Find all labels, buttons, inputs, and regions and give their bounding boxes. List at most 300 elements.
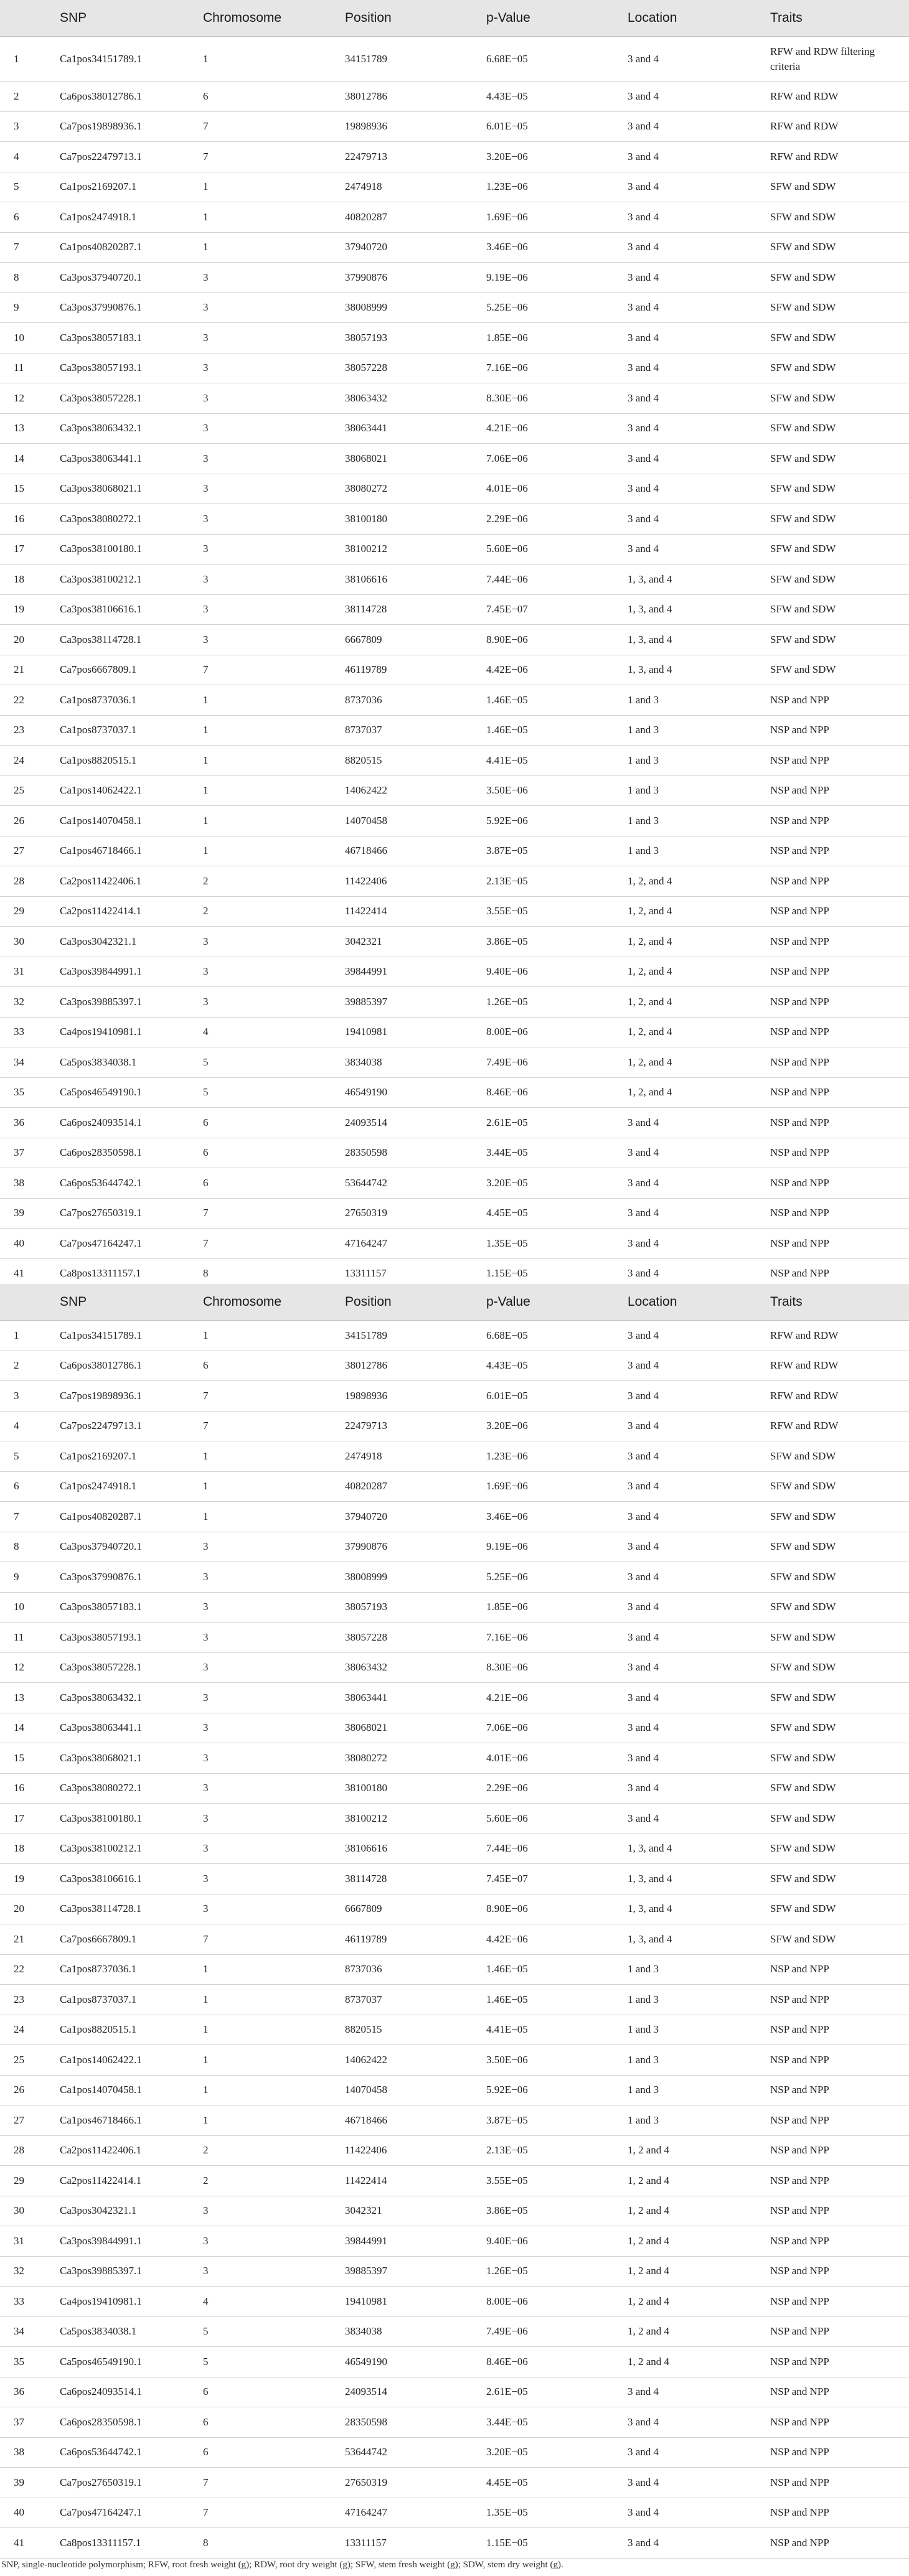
position: 38008999 (341, 1562, 483, 1593)
snp-id: Ca3pos38063432.1 (56, 413, 199, 444)
p-value: 9.19E−06 (483, 1532, 624, 1562)
p-value: 2.29E−06 (483, 1773, 624, 1804)
snp-id: Ca1pos2474918.1 (56, 202, 199, 233)
location: 1, 2 and 4 (624, 2256, 766, 2287)
chromosome: 3 (199, 1804, 341, 1834)
traits: SFW and SDW (766, 655, 909, 685)
row-index: 32 (0, 2256, 56, 2287)
traits: SFW and SDW (766, 293, 909, 323)
table-row (0, 293, 909, 323)
traits: SFW and SDW (766, 1834, 909, 1864)
chromosome: 6 (199, 2437, 341, 2468)
p-value: 5.60E−06 (483, 1804, 624, 1834)
location: 3 and 4 (624, 1773, 766, 1804)
location: 3 and 4 (624, 1502, 766, 1532)
traits: SFW and SDW (766, 263, 909, 293)
snp-id: Ca3pos38063441.1 (56, 1713, 199, 1743)
traits: NSP and NPP (766, 1077, 909, 1108)
table-row (0, 82, 909, 112)
location: 3 and 4 (624, 263, 766, 293)
traits: NSP and NPP (766, 2498, 909, 2528)
position: 53644742 (341, 1168, 483, 1199)
table-row (0, 37, 909, 82)
snp-id: Ca1pos2169207.1 (56, 172, 199, 202)
chromosome: 5 (199, 1047, 341, 1078)
traits: NSP and NPP (766, 836, 909, 866)
p-value: 5.25E−06 (483, 1562, 624, 1593)
position: 38063441 (341, 413, 483, 444)
snp-id: Ca3pos38057228.1 (56, 1652, 199, 1683)
chromosome: 6 (199, 82, 341, 112)
location: 1, 2, and 4 (624, 987, 766, 1018)
traits: NSP and NPP (766, 2377, 909, 2407)
row-index: 8 (0, 1532, 56, 1562)
table-row (0, 2105, 909, 2136)
position: 13311157 (341, 1258, 483, 1289)
table-row (0, 2528, 909, 2559)
table-row (0, 625, 909, 655)
traits: NSP and NPP (766, 1108, 909, 1138)
traits: NSP and NPP (766, 1138, 909, 1168)
location: 3 and 4 (624, 444, 766, 474)
chromosome: 2 (199, 896, 341, 927)
traits: NSP and NPP (766, 2226, 909, 2257)
snp-id: Ca3pos38080272.1 (56, 1773, 199, 1804)
traits: RFW and RDW (766, 142, 909, 172)
p-value: 2.29E−06 (483, 504, 624, 535)
snp-id: Ca6pos28350598.1 (56, 2407, 199, 2438)
table-row (0, 1683, 909, 1713)
location: 3 and 4 (624, 1138, 766, 1168)
location: 3 and 4 (624, 1652, 766, 1683)
row-index: 11 (0, 1623, 56, 1653)
traits: SFW and SDW (766, 1773, 909, 1804)
traits: RFW and RDW (766, 1321, 909, 1351)
location: 3 and 4 (624, 172, 766, 202)
p-value: 3.50E−06 (483, 775, 624, 806)
location: 3 and 4 (624, 383, 766, 414)
position: 39844991 (341, 957, 483, 987)
snp-id: Ca7pos47164247.1 (56, 2498, 199, 2528)
row-index: 14 (0, 444, 56, 474)
location: 1, 3, and 4 (624, 1834, 766, 1864)
location: 3 and 4 (624, 1743, 766, 1774)
snp-id: Ca3pos39885397.1 (56, 2256, 199, 2287)
table-row (0, 263, 909, 293)
position: 38068021 (341, 444, 483, 474)
chromosome: 1 (199, 746, 341, 776)
p-value: 3.87E−05 (483, 836, 624, 866)
traits: SFW and SDW (766, 172, 909, 202)
row-index: 24 (0, 746, 56, 776)
chromosome: 6 (199, 2407, 341, 2438)
snp-id: Ca6pos53644742.1 (56, 2437, 199, 2468)
chromosome: 1 (199, 806, 341, 836)
p-value: 3.87E−05 (483, 2105, 624, 2136)
chromosome: 3 (199, 444, 341, 474)
position: 47164247 (341, 2498, 483, 2528)
chromosome: 6 (199, 2377, 341, 2407)
p-value: 1.35E−05 (483, 1229, 624, 1259)
p-value: 3.20E−06 (483, 142, 624, 172)
row-index: 39 (0, 2468, 56, 2498)
row-index: 13 (0, 413, 56, 444)
location: 3 and 4 (624, 1258, 766, 1289)
snp-id: Ca1pos14062422.1 (56, 775, 199, 806)
location: 3 and 4 (624, 1381, 766, 1412)
chromosome: 1 (199, 2015, 341, 2045)
table-row (0, 836, 909, 866)
table-row (0, 2498, 909, 2528)
position: 46718466 (341, 836, 483, 866)
p-value: 1.23E−06 (483, 1441, 624, 1472)
location: 1 and 3 (624, 715, 766, 746)
traits: SFW and SDW (766, 1683, 909, 1713)
traits: NSP and NPP (766, 1985, 909, 2015)
chromosome: 1 (199, 715, 341, 746)
p-value: 1.15E−05 (483, 2528, 624, 2559)
chromosome: 7 (199, 1411, 341, 1441)
p-value: 7.44E−06 (483, 1834, 624, 1864)
snp-id: Ca7pos27650319.1 (56, 2468, 199, 2498)
table-row (0, 2226, 909, 2257)
position: 38057228 (341, 1623, 483, 1653)
traits: NSP and NPP (766, 2075, 909, 2105)
traits: SFW and SDW (766, 232, 909, 263)
location: 3 and 4 (624, 1441, 766, 1472)
row-index: 19 (0, 1864, 56, 1895)
snp-id: Ca3pos38114728.1 (56, 625, 199, 655)
snp-id: Ca3pos38057183.1 (56, 323, 199, 354)
snp-id: Ca3pos38063432.1 (56, 1683, 199, 1713)
row-index: 10 (0, 323, 56, 354)
traits: NSP and NPP (766, 2105, 909, 2136)
traits: SFW and SDW (766, 353, 909, 383)
table-row (0, 1713, 909, 1743)
table-row (0, 1168, 909, 1199)
snp-id: Ca7pos19898936.1 (56, 111, 199, 142)
row-index: 25 (0, 2045, 56, 2076)
position: 46119789 (341, 655, 483, 685)
snp-id: Ca7pos6667809.1 (56, 655, 199, 685)
p-value: 2.61E−05 (483, 1108, 624, 1138)
snp-id: Ca2pos11422406.1 (56, 2135, 199, 2166)
row-index: 16 (0, 504, 56, 535)
traits: NSP and NPP (766, 2256, 909, 2287)
snp-id: Ca3pos37990876.1 (56, 1562, 199, 1593)
snp-id: Ca1pos2169207.1 (56, 1441, 199, 1472)
location: 3 and 4 (624, 474, 766, 504)
p-value: 4.01E−06 (483, 474, 624, 504)
chromosome: 1 (199, 202, 341, 233)
traits: NSP and NPP (766, 2347, 909, 2377)
row-index: 13 (0, 1683, 56, 1713)
chromosome: 3 (199, 1532, 341, 1562)
p-value: 5.92E−06 (483, 2075, 624, 2105)
table-row (0, 534, 909, 564)
position: 38012786 (341, 1351, 483, 1381)
traits: NSP and NPP (766, 775, 909, 806)
snp-id: Ca4pos19410981.1 (56, 1017, 199, 1047)
snp-id: Ca6pos24093514.1 (56, 1108, 199, 1138)
table-row (0, 1381, 909, 1412)
p-value: 2.61E−05 (483, 2377, 624, 2407)
snp-id: Ca6pos24093514.1 (56, 2377, 199, 2407)
traits: RFW and RDW (766, 82, 909, 112)
traits: SFW and SDW (766, 1652, 909, 1683)
row-index: 6 (0, 202, 56, 233)
chromosome: 3 (199, 1592, 341, 1623)
chromosome: 3 (199, 1894, 341, 1924)
position: 27650319 (341, 2468, 483, 2498)
traits: SFW and SDW (766, 1471, 909, 1502)
location: 1 and 3 (624, 685, 766, 716)
chromosome: 7 (199, 655, 341, 685)
table-row (0, 353, 909, 383)
location: 3 and 4 (624, 142, 766, 172)
p-value: 3.46E−06 (483, 232, 624, 263)
row-index: 38 (0, 2437, 56, 2468)
p-value: 1.15E−05 (483, 1258, 624, 1289)
row-index: 9 (0, 293, 56, 323)
table-row (0, 232, 909, 263)
table-row (0, 1229, 909, 1259)
traits: SFW and SDW (766, 504, 909, 535)
position: 14070458 (341, 2075, 483, 2105)
row-index: 2 (0, 1351, 56, 1381)
position: 27650319 (341, 1198, 483, 1229)
table-row (0, 1985, 909, 2015)
traits: NSP and NPP (766, 746, 909, 776)
traits: NSP and NPP (766, 1017, 909, 1047)
traits: NSP and NPP (766, 2015, 909, 2045)
p-value: 4.21E−06 (483, 1683, 624, 1713)
row-index: 30 (0, 927, 56, 957)
chromosome: 3 (199, 594, 341, 625)
traits: NSP and NPP (766, 806, 909, 836)
table-row (0, 1047, 909, 1078)
position: 38100180 (341, 504, 483, 535)
table-row (0, 655, 909, 685)
traits: NSP and NPP (766, 1168, 909, 1199)
position: 22479713 (341, 142, 483, 172)
header-index (0, 0, 56, 37)
p-value: 3.55E−05 (483, 896, 624, 927)
location: 1 and 3 (624, 2015, 766, 2045)
p-value: 3.20E−05 (483, 2437, 624, 2468)
position: 53644742 (341, 2437, 483, 2468)
p-value: 8.00E−06 (483, 1017, 624, 1047)
snp-id: Ca1pos14070458.1 (56, 2075, 199, 2105)
p-value: 1.85E−06 (483, 323, 624, 354)
row-index: 6 (0, 1471, 56, 1502)
location: 3 and 4 (624, 1471, 766, 1502)
table-row (0, 323, 909, 354)
p-value: 1.26E−05 (483, 2256, 624, 2287)
snp-id: Ca1pos34151789.1 (56, 1321, 199, 1351)
chromosome: 7 (199, 2468, 341, 2498)
location: 3 and 4 (624, 323, 766, 354)
position: 13311157 (341, 2528, 483, 2559)
p-value: 8.00E−06 (483, 2287, 624, 2317)
p-value: 1.85E−06 (483, 1592, 624, 1623)
location: 3 and 4 (624, 1411, 766, 1441)
snp-id: Ca1pos8737036.1 (56, 1954, 199, 1985)
traits: SFW and SDW (766, 1743, 909, 1774)
p-value: 3.20E−05 (483, 1168, 624, 1199)
snp-id: Ca1pos8820515.1 (56, 746, 199, 776)
row-index: 36 (0, 1108, 56, 1138)
snp-id: Ca1pos46718466.1 (56, 836, 199, 866)
location: 3 and 4 (624, 2377, 766, 2407)
table-row (0, 594, 909, 625)
location: 1, 3, and 4 (624, 1894, 766, 1924)
table-footnote: SNP, single-nucleotide polymorphism; RFW, root fresh weight (g); RDW, root dry weight (g); SFW, stem fresh weight (g); SDW, stem dry weight (g). (1, 2560, 563, 2570)
p-value: 8.30E−06 (483, 383, 624, 414)
row-index: 22 (0, 685, 56, 716)
p-value: 3.55E−05 (483, 2166, 624, 2196)
p-value: 7.16E−06 (483, 353, 624, 383)
position: 2474918 (341, 172, 483, 202)
row-index: 19 (0, 594, 56, 625)
row-index: 5 (0, 1441, 56, 1472)
snp-id: Ca1pos2474918.1 (56, 1471, 199, 1502)
traits: NSP and NPP (766, 2166, 909, 2196)
table-row (0, 2135, 909, 2166)
p-value: 5.60E−06 (483, 534, 624, 564)
location: 1, 2, and 4 (624, 896, 766, 927)
table-row (0, 1773, 909, 1804)
p-value: 1.46E−05 (483, 715, 624, 746)
table-row (0, 2075, 909, 2105)
traits: NSP and NPP (766, 2287, 909, 2317)
p-value: 8.30E−06 (483, 1652, 624, 1683)
location: 3 and 4 (624, 1351, 766, 1381)
location: 3 and 4 (624, 2498, 766, 2528)
location: 1, 2, and 4 (624, 957, 766, 987)
table-row (0, 1592, 909, 1623)
traits: NSP and NPP (766, 2316, 909, 2347)
header-traits: Traits (766, 0, 909, 37)
snp-id: Ca1pos34151789.1 (56, 37, 199, 82)
p-value: 9.40E−06 (483, 2226, 624, 2257)
table-row (0, 1804, 909, 1834)
p-value: 9.19E−06 (483, 263, 624, 293)
chromosome: 3 (199, 1562, 341, 1593)
chromosome: 7 (199, 142, 341, 172)
position: 47164247 (341, 1229, 483, 1259)
position: 24093514 (341, 1108, 483, 1138)
position: 14062422 (341, 775, 483, 806)
p-value: 7.44E−06 (483, 564, 624, 595)
table-row (0, 2316, 909, 2347)
position: 38057228 (341, 353, 483, 383)
snp-id: Ca7pos22479713.1 (56, 1411, 199, 1441)
chromosome: 7 (199, 2498, 341, 2528)
chromosome: 4 (199, 1017, 341, 1047)
table-row (0, 685, 909, 716)
position: 39885397 (341, 2256, 483, 2287)
p-value: 5.25E−06 (483, 293, 624, 323)
location: 3 and 4 (624, 232, 766, 263)
row-index: 5 (0, 172, 56, 202)
row-index: 27 (0, 2105, 56, 2136)
snp-id: Ca6pos38012786.1 (56, 1351, 199, 1381)
chromosome: 4 (199, 2287, 341, 2317)
snp-id: Ca2pos11422406.1 (56, 866, 199, 897)
header-chromosome: Chromosome (199, 0, 341, 37)
location: 1, 3, and 4 (624, 1924, 766, 1955)
p-value: 7.06E−06 (483, 444, 624, 474)
traits: SFW and SDW (766, 444, 909, 474)
row-index: 28 (0, 866, 56, 897)
row-index: 36 (0, 2377, 56, 2407)
location: 3 and 4 (624, 504, 766, 535)
traits: RFW and RDW filtering criteria (766, 37, 909, 82)
location: 1, 2 and 4 (624, 2287, 766, 2317)
row-index: 29 (0, 896, 56, 927)
snp-id: Ca3pos3042321.1 (56, 2196, 199, 2226)
position: 37990876 (341, 263, 483, 293)
row-index: 22 (0, 1954, 56, 1985)
snp-id: Ca7pos22479713.1 (56, 142, 199, 172)
position: 40820287 (341, 202, 483, 233)
row-index: 29 (0, 2166, 56, 2196)
location: 1 and 3 (624, 1985, 766, 2015)
traits: SFW and SDW (766, 625, 909, 655)
snp-table-2 (0, 1284, 909, 2559)
snp-id: Ca1pos8737037.1 (56, 1985, 199, 2015)
table-row (0, 866, 909, 897)
position: 11422406 (341, 866, 483, 897)
chromosome: 1 (199, 1985, 341, 2015)
position: 40820287 (341, 1471, 483, 1502)
traits: SFW and SDW (766, 1441, 909, 1472)
snp-id: Ca8pos13311157.1 (56, 2528, 199, 2559)
position: 38100180 (341, 1773, 483, 1804)
position: 38068021 (341, 1713, 483, 1743)
snp-id: Ca5pos3834038.1 (56, 1047, 199, 1078)
row-index: 35 (0, 1077, 56, 1108)
position: 14062422 (341, 2045, 483, 2076)
chromosome: 7 (199, 1924, 341, 1955)
traits: NSP and NPP (766, 866, 909, 897)
snp-id: Ca7pos27650319.1 (56, 1198, 199, 1229)
chromosome: 3 (199, 957, 341, 987)
position: 38080272 (341, 474, 483, 504)
row-index: 1 (0, 1321, 56, 1351)
table-row (0, 1017, 909, 1047)
row-index: 33 (0, 1017, 56, 1047)
chromosome: 3 (199, 564, 341, 595)
traits: SFW and SDW (766, 323, 909, 354)
header-traits: Traits (766, 1284, 909, 1321)
location: 3 and 4 (624, 111, 766, 142)
snp-id: Ca3pos38063441.1 (56, 444, 199, 474)
traits: RFW and RDW (766, 111, 909, 142)
row-index: 37 (0, 2407, 56, 2438)
table-row (0, 1441, 909, 1472)
chromosome: 7 (199, 1229, 341, 1259)
row-index: 15 (0, 474, 56, 504)
traits: SFW and SDW (766, 1894, 909, 1924)
p-value: 6.68E−05 (483, 1321, 624, 1351)
position: 6667809 (341, 625, 483, 655)
p-value: 7.45E−07 (483, 594, 624, 625)
position: 8737037 (341, 715, 483, 746)
location: 3 and 4 (624, 1562, 766, 1593)
table-row (0, 2407, 909, 2438)
